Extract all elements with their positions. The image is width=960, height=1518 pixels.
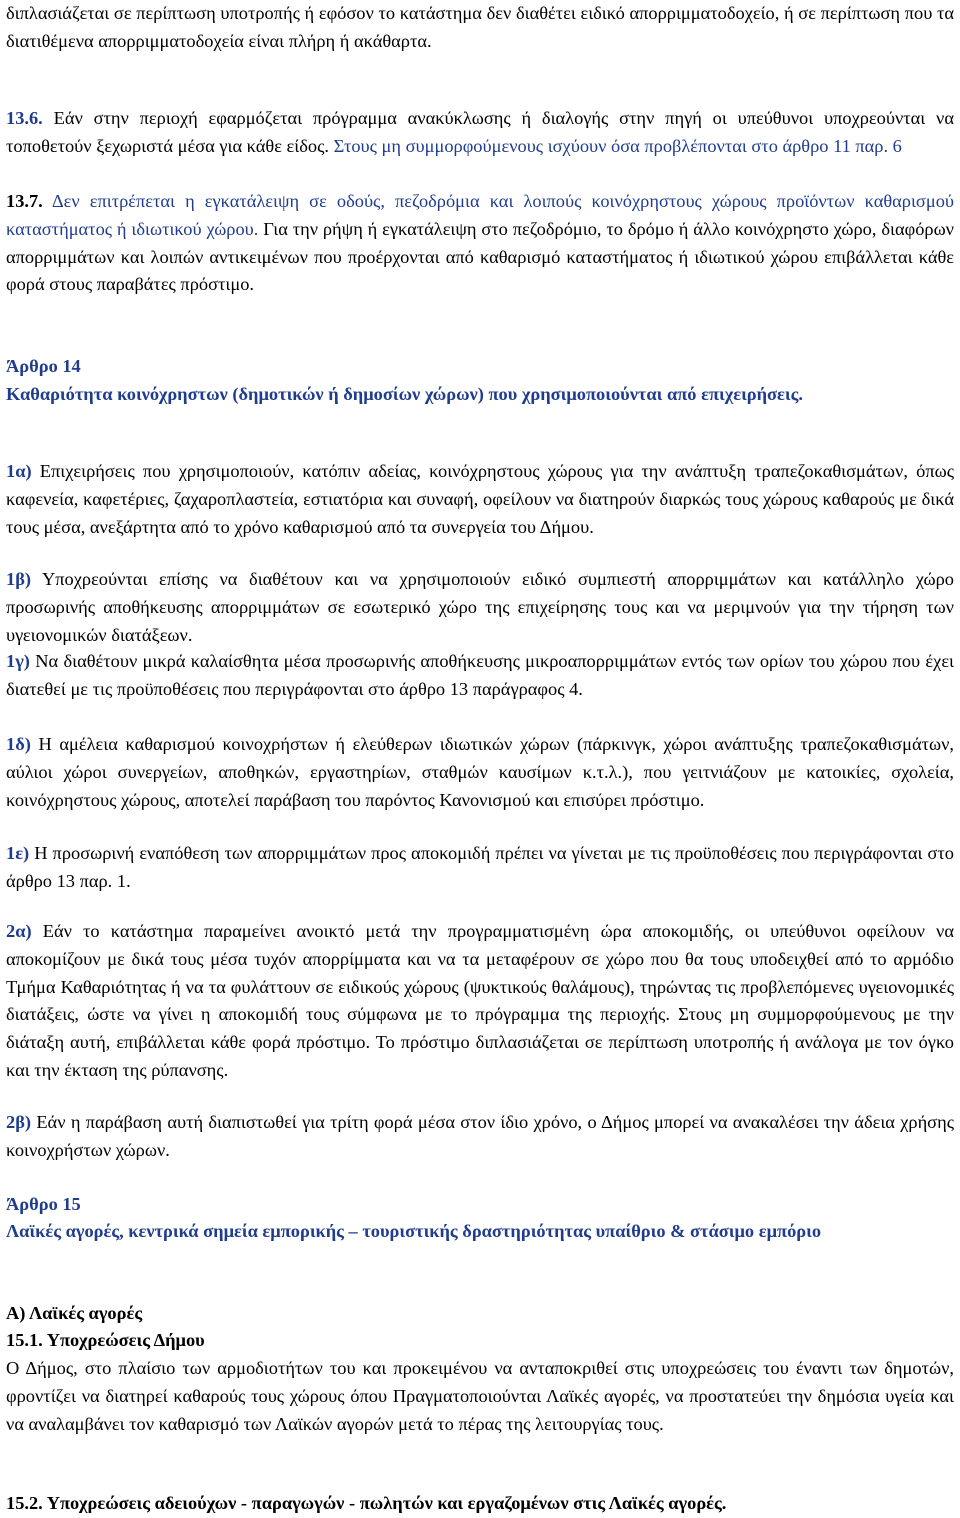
article-15-title: Λαϊκές αγορές, κεντρικά σημεία εμπορικής – τουριστικής δραστηριότητας υπαίθριο & στάσιμο εμπόριο — [6, 1221, 822, 1241]
article-14-para-2a — [6, 918, 954, 1085]
article-14-para-1a — [6, 458, 954, 541]
section-15-1-text: Ο Δήμος, στο πλαίσιο των αρμοδιοτήτων του και προκειμένου να ανταποκριθεί στις υποχρεώσεις του έναντι των δημοτών, φροντίζει να διατηρεί καθαρούς τους χώρους όπου Πραγματοποιούνται Λαϊκές αγορές, να προστατεύει την δημόσια υγεία και να αναλαμβάνει τον καθαρισμό των Λαϊκών αγορών μετά το πέρας της λειτουργίας τους. — [6, 1358, 954, 1434]
article-14-para-1d — [6, 731, 954, 814]
section-15-1-heading: 15.1. Υποχρεώσεις Δήμου — [6, 1330, 205, 1350]
article-14-heading: Άρθρο 14 — [6, 356, 81, 376]
section-a-heading: Α) Λαϊκές αγορές — [6, 1303, 143, 1323]
paragraph-number: 2β) — [6, 1112, 32, 1132]
paragraph-text-highlight: Στους μη συμμορφούμενους ισχύουν όσα προβλέπονται στο άρθρο 11 παρ. 6 — [328, 135, 902, 156]
article-14-para-1e — [6, 840, 954, 896]
paragraph-number: 13.6. — [6, 108, 43, 128]
paragraph-text: Η αμέλεια καθαρισμού κοινοχρήστων ή ελεύθερων ιδιωτικών χώρων (πάρκινγκ, χώροι ανάπτυξης τραπεζοκαθισμάτων, αύλιοι χώροι συνεργείων, αποθηκών, εργαστηρίων, σταθμών καυσίμων κ.τ.λ.), που γειτνιάζουν με κατοικίες, σχολεία, κοινόχρηστους χώρους, αποτελεί παράβαση του παρόντος Κανονισμού και επισύρει πρόστιμο. — [6, 734, 954, 810]
section-15-2-heading: 15.2. Υποχρεώσεις αδειούχων - παραγωγών - πωλητών και εργαζομένων στις Λαϊκές αγορές. — [6, 1493, 727, 1513]
article-14-para-1c — [6, 648, 954, 704]
paragraph-text: Εάν στην περιοχή εφαρμόζεται πρόγραμμα ανακύκλωσης ή διαλογής στην πηγή οι υπεύθυνοι υποχρεούνται να τοποθετούν ξεχωριστά μέσα για κάθε είδος. — [6, 108, 954, 156]
paragraph-text: Επιχειρήσεις που χρησιμοποιούν, κατόπιν αδείας, κοινόχρηστους χώρους για την ανάπτυξη τραπεζοκαθισμάτων, όπως καφενεία, καφετέριες, ζαχαροπλαστεία, εστιατόρια και συναφή, οφείλουν να διατηρούν διαρκώς τους χώρους καθαρούς με δικά τους μέσα, ανεξάρτητα από το χρόνο καθαρισμού από τα συνεργεία του Δήμου. — [6, 461, 954, 537]
paragraph-text: Εάν το κατάστημα παραμείνει ανοικτό μετά την προγραμματισμένη ώρα αποκομιδής, οι υπεύθυνοι οφείλουν να αποκομίζουν με δικά τους μέσα τυχόν απορρίμματα και να τα μεταφέρουν σε χώρο που θα τους υποδειχθεί από το αρμόδιο Τμήμα Καθαριότητας ή να τα φυλάττουν σε ειδικούς χώρους (ψυκτικούς θαλάμους), τηρώντας τις προβλεπόμενες υγειονομικές διατάξεις, ώστε να γίνει η αποκομιδή τους σύμφωνα με το πρόγραμμα της περιοχής. Στους μη συμμορφούμενους με την διάταξη αυτή, επιβάλλεται κάθε φορά πρόστιμο. Το πρόστιμο διπλασιάζεται σε περίπτωση υποτροπής ή ανάλογα με τον όγκο και την έκταση της ρύπανσης. — [6, 921, 954, 1080]
paragraph-number: 2α) — [6, 921, 32, 941]
paragraph-13-7 — [6, 188, 954, 299]
paragraph-text: Να διαθέτουν μικρά καλαίσθητα μέσα προσωρινής αποθήκευσης μικροαπορριμμάτων εντός των ορίων του χώρου που έχει διατεθεί με τις προϋποθέσεις που περιγράφονται στο άρθρο 13 παράγραφος 4. — [6, 651, 954, 699]
paragraph-text: Για την ρήψη ή εγκατάλειψη στο πεζοδρόμιο, το δρόμο ή άλλο κοινόχρηστο χώρο, διαφόρων απορριμμάτων και λοιπών αντικειμένων που προέρχονται από καθαρισμό καταστήματος ή ιδιωτικού χώρου επιβάλλεται κάθε φορά στους παραβάτες πρόστιμο. — [6, 218, 954, 295]
paragraph-number: 1β) — [6, 569, 32, 589]
paragraph-text: Η προσωρινή εναπόθεση των απορριμμάτων προς αποκομιδή πρέπει να γίνεται με τις προϋποθέσεις που περιγράφονται στο άρθρο 13 παρ. 1. — [6, 843, 954, 891]
paragraph-number: 1α) — [6, 461, 32, 481]
paragraph-text: διπλασιάζεται σε περίπτωση υποτροπής ή εφόσον το κατάστημα δεν διαθέτει ειδικό απορριμματοδοχείο, ή σε περίπτωση που τα διατιθέμενα απορριμματοδοχεία είναι πλήρη ή ακάθαρτα. — [6, 3, 954, 51]
article-14-para-1b — [6, 566, 954, 649]
paragraph-number: 13.7. — [6, 191, 43, 211]
article-14-para-2b — [6, 1109, 954, 1165]
paragraph-text: Υποχρεούνται επίσης να διαθέτουν και να χρησιμοποιούν ειδικό συμπιεστή απορριμμάτων και κατάλληλο χώρο προσωρινής αποθήκευσης απορριμμάτων σε εσωτερικό χώρο της επιχείρησης τους και να μεριμνούν για την τήρηση των υγειονομικών διατάξεων. — [6, 569, 954, 645]
article-15-heading: Άρθρο 15 — [6, 1194, 81, 1214]
paragraph-number: 1ε) — [6, 843, 30, 863]
paragraph-number: 1δ) — [6, 734, 31, 754]
paragraph-text: Εάν η παράβαση αυτή διαπιστωθεί για τρίτη φορά μέσα στον ίδιο χρόνο, ο Δήμος μπορεί να ανακαλέσει την άδεια χρήσης κοινοχρήστων χώρων. — [6, 1112, 954, 1160]
paragraph-text-highlight: Δεν επιτρέπεται η εγκατάλειψη σε οδούς, πεζοδρόμια και λοιπούς κοινόχρηστους χώρους προϊόντων καθαρισμού καταστήματος ή ιδιωτικού χώρου. — [6, 191, 954, 239]
paragraph-continuation — [6, 0, 954, 56]
article-14-title: Καθαριότητα κοινόχρηστων (δημοτικών ή δημοσίων χώρων) που χρησιμοποιούνται από επιχειρήσεις. — [6, 384, 803, 404]
paragraph-number: 1γ) — [6, 651, 30, 671]
paragraph-13-6 — [6, 105, 954, 161]
